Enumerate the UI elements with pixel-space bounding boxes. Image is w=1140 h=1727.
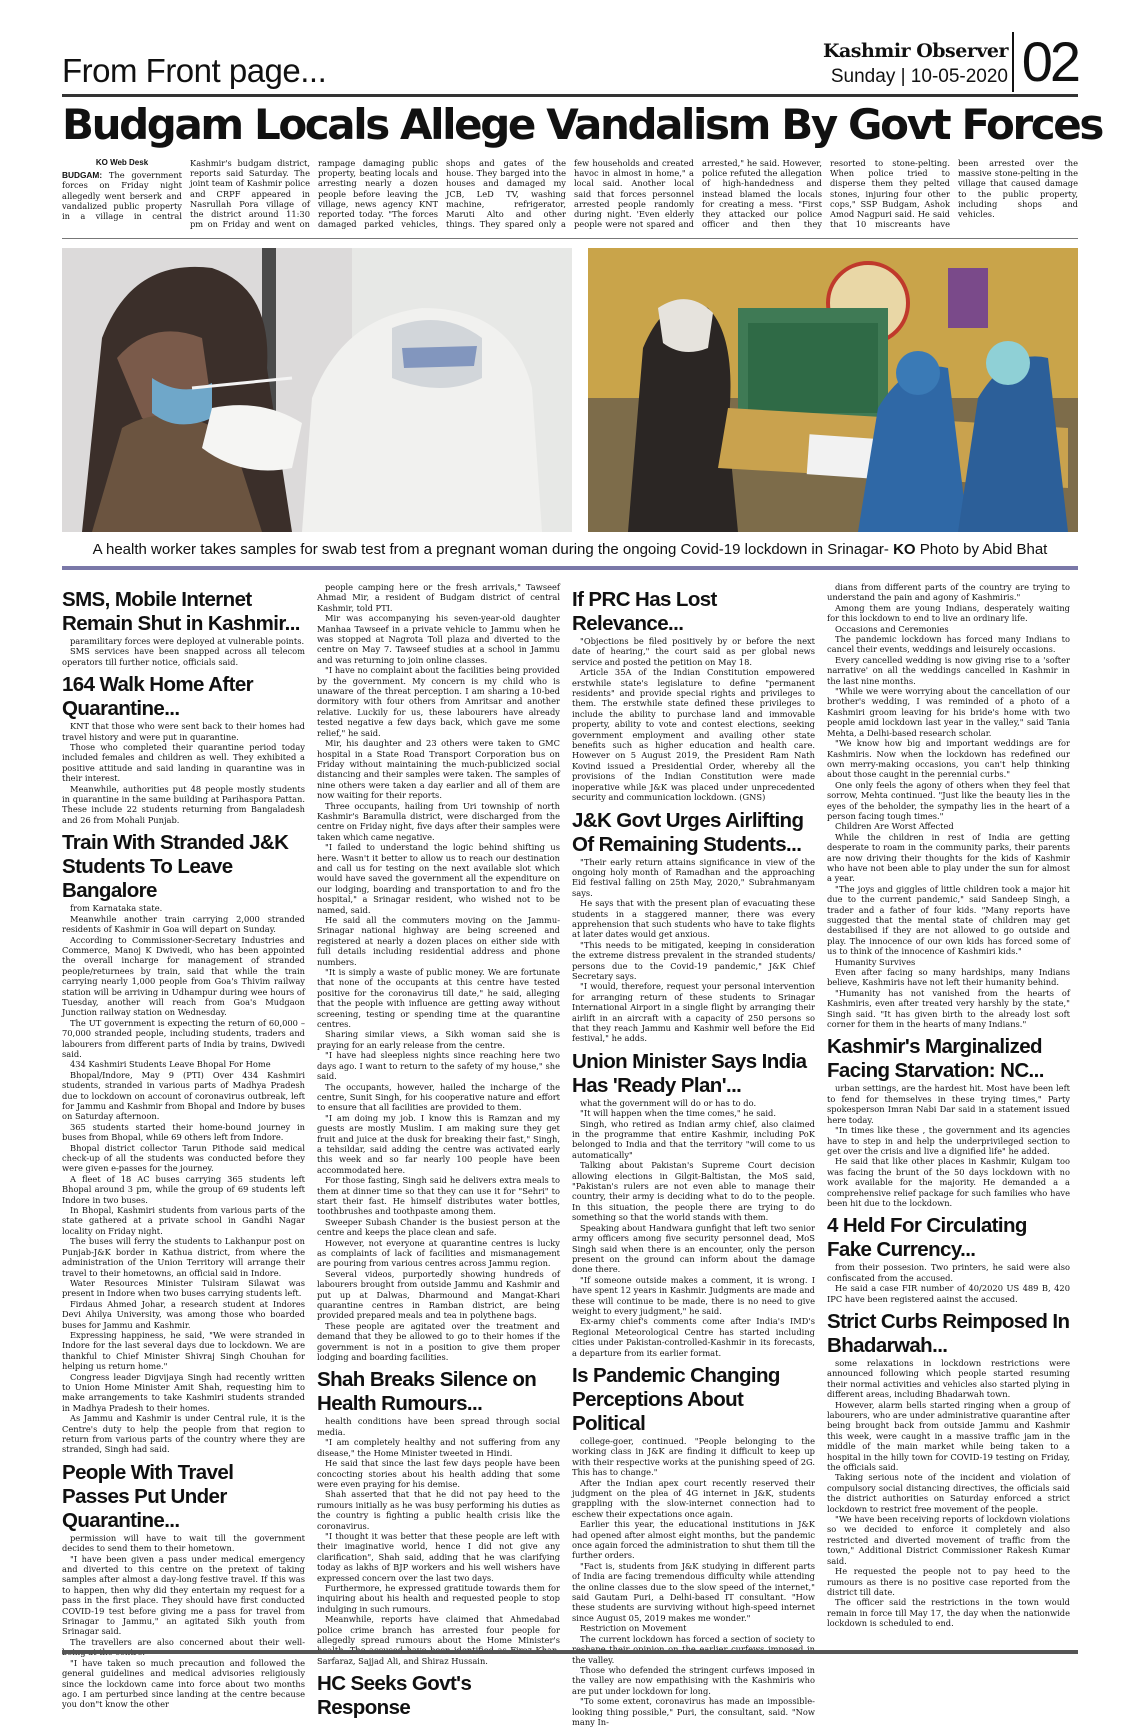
story-paragraph: "I failed to understand the logic behind shifting us here. Wasn't it better to allow us to reach our destination and call us for testing on the next available slot which would have saved the government all the expenditure on our lodging, boarding and transportation to and fro the hospital," a Srinagar resident, who wished not to be named, said.	[317, 842, 560, 915]
story-paragraph: Expressing happiness, he said, "We were stranded in Indore for the last several days due to lockdown. We are thankful to Chief Minister Shivraj Singh Chouhan for helping us return home."	[62, 1329, 305, 1372]
story-paragraph: "I have had sleepless nights since reaching here two days ago. I want to return to the safety of my house," she said.	[317, 1050, 560, 1082]
story-headline: Strict Curbs Reimposed In Bhadarwah...	[827, 1309, 1070, 1357]
byline: KO Web Desk	[95, 158, 149, 167]
story-paragraph: The UT government is expecting the return of 60,000 – 70,000 stranded people, including students, traders and labourers from different parts of India by trains, Dwivedi said.	[62, 1017, 305, 1059]
story-paragraph: However, alarm bells started ringing when a group of labourers, who are under administrative quarantine after being brought back from outside Jammu and Kashmir this week, were caught in a massive traffic jam in the middle of the main market while being taken to a hospital in the hilly town for COVID-19 testing on Friday, the officials said.	[827, 1399, 1070, 1473]
story-paragraph: Water Resources Minister Tulsiram Silawat was present in Indore when two buses carrying students left.	[62, 1277, 305, 1299]
newspaper-name: Kashmir Observer	[822, 40, 1008, 62]
story-paragraph: paramilitary forces were deployed at vulnerable points.	[70, 636, 305, 646]
story-paragraph: health conditions have been spread through social media.	[317, 1416, 560, 1437]
story-paragraph: Talking about Pakistan's Supreme Court decision allowing elections in Gilgit-Baltistan, the MoS said, "Pakistan's rulers are not even able to manage their country, their army is deciding what to do to the people. In this situation, the people there are trying to do something so that the world stands with them.	[572, 1160, 815, 1223]
story-paragraph: He says that with the present plan of evacuating these students in a staggered manner, there was every apprehension that such students who have to take flights at later dates would get anxious.	[572, 898, 815, 940]
story-paragraph: Mir was accompanying his seven-year-old daughter Manhaa Tawseef in a private vehicle to Jammu when he was stopped at Nagrota Toll plaza and diverted to the centre on May 7. Tawseef studies at a school in Jammu and was returning to join online classes.	[317, 613, 560, 665]
story-paragraph: "I am completely healthy and not suffering from any disease," the Home Minister tweeted in Hindi.	[317, 1437, 560, 1458]
column-4	[827, 582, 1070, 1644]
story-paragraph: "In times like these , the government and its agencies have to step in and help the underprivileged section to get over the crisis and live a dignified life" he added.	[827, 1125, 1070, 1156]
story-paragraph: Those who defended the stringent curfews imposed in the valley are now empathising with the Kashmiris who are put under lockdown for long.	[572, 1664, 815, 1696]
story-paragraph: The travellers are also concerned about their well-	[70, 1636, 305, 1647]
story-paragraph: Three occupants, hailing from Uri township of north Kashmir's Baramulla district, were discharged from the centre on Friday night, five days after their samples were taken which came negative.	[317, 800, 560, 842]
story-paragraph: Earlier this year, the educational institutions in J&K had opened after almost eight months, but the pandemic once again forced the administration to shut them till the further orders.	[572, 1519, 815, 1561]
column-2	[317, 582, 560, 1720]
story-paragraph: Congress leader Digvijaya Singh had recently written to Union Home Minister Amit Shah, requesting him to make arrangements to take Kashmiri students stranded in Madhya Pradesh to their homes.	[62, 1371, 305, 1413]
story-paragraph: Among them are young Indians, desperately waiting for this lockdown to end to live an ordinary life.	[827, 602, 1070, 624]
story-paragraph: "Objections be filed positively by or before the next date of hearing," the court said as per global news service and posted the petition on May 18.	[572, 636, 815, 667]
lead-rule	[62, 238, 1078, 239]
story-paragraph: people camping here or the fresh arrivals," Tawseef Ahmad Mir, a resident of Budgam district of central Kashmir, told PTI.	[317, 582, 560, 613]
section-title: From Front page...	[62, 52, 327, 89]
story-paragraph: Speaking about Handwara gunfight that left two senior army officers among five security personnel dead, MoS Singh said when there is an encounter, only the person present on the ground can inform about the damage done there.	[572, 1222, 815, 1275]
header-rule	[62, 94, 1078, 97]
story-paragraph: from their possesion. Two printers, he said were also confiscated from the accused.	[827, 1262, 1070, 1283]
story-paragraph: These people are agitated over the treatment and demand that they be allowed to go to their homes if the government is not in a position to give them proper lodging and boarding facilities.	[317, 1320, 560, 1363]
caption-credit-bold: KO	[893, 541, 916, 558]
story-paragraph: He said that since the last few days people have been concocting stories about his health adding that some were even praying for his demise.	[317, 1458, 560, 1489]
story-paragraph: "It will happen when the time comes," he said.	[580, 1108, 776, 1119]
story-paragraph: Occasions and Ceremonies	[835, 623, 949, 634]
story-paragraph: Restriction on Movement	[580, 1623, 687, 1634]
story-paragraph: Shah asserted that that he did not pay heed to the rumours initially as he was busy performing his duties as the country is fighting a public health crisis like the coronavirus.	[317, 1489, 560, 1531]
lead-story-body	[62, 158, 1078, 232]
story-headline: SMS, Mobile Internet Remain Shut in Kashmir...	[62, 588, 300, 635]
story-headline: Is Pandemic Changing Perceptions About Political	[572, 1363, 780, 1435]
story-paragraph: Every cancelled wedding is now giving rise to a 'softer narrative' on all the weddings cancelled in Kashmir in the last nine months.	[827, 654, 1070, 686]
story-paragraph: Sweeper Subash Chander is the busiest person at the centre and keeps the place clean and safe.	[317, 1216, 560, 1238]
lead-headline: Budgam Locals Allege Vandalism By Govt Forces	[62, 100, 1102, 149]
story-paragraph: "I have taken so much precaution and followed the general guidelines and medical advisories religiously since the lockdown came into force about two months ago. I am perturbed since landing at the centre because you don"t know the other	[62, 1657, 305, 1710]
story-paragraph: SMS services have been snapped across all telecom operators till further notice, officials said.	[62, 646, 305, 667]
story-headline: If PRC Has Lost Relevance...	[572, 588, 717, 635]
story-paragraph: He requested the people not to pay heed to the rumours as there is no positive case reported from the district till date.	[827, 1566, 1070, 1597]
story-paragraph: According to Commissioner-Secretary Industries and Commerce, Manoj K Dwivedi, who has been appointed the overall incharge for management of stranded people/returnees by train, said that while the train carrying nearly 1,000 people from Goa's Thivim railway station will be arriving in Udhampur during wee hours of Tuesday, another will reach from Goa's Mudgaon Junction railway station on Wednesday.	[62, 934, 305, 1018]
story-paragraph: Bhopal district collector Tarun Pithode said medical check-up of all the students was conducted before they were given e-passes for the journey.	[62, 1142, 305, 1174]
story-paragraph: He said that like other places in Kashmir, Kulgam too was facing the brunt of the 50 days lockdown with no work available for the majority. He demanded a a comprehensive relief package for such families who have been hit due to the lockdown.	[827, 1156, 1070, 1208]
story-paragraph: Even after facing so many hardships, many Indians believe, Kashmiris have not left their humanity behind.	[827, 967, 1070, 988]
story-paragraph: For those fasting, Singh said he delivers extra meals to them at dinner time so that they can use it for "Sehri" to start their fast. He himself distributes water bottles, toothbrushes and toothpaste among them.	[317, 1175, 560, 1217]
story-headline: J&K Govt Urges Airlifting Of Remaining Students...	[572, 808, 804, 856]
story-paragraph: He said all the commuters moving on the Jammu-Srinagar national highway are being screened and registered at nearly a dozen places on either side with full details including residential address and phone numbers.	[317, 915, 560, 967]
registration-desk-illustration	[588, 248, 1078, 532]
story-paragraph: Bhopal/Indore, May 9 (PTI) Over 434 Kashmiri students, stranded in various parts of Madhya Pradesh due to lockdown on account of coronavirus outbreak, left for Jammu and Kashmir from Bhopal and Indore by buses on Saturday afternoon.	[62, 1069, 305, 1122]
caption-text: A health worker takes samples for swab test from a pregnant woman during the ongoing Covid-19 lockdown in Srinagar-	[92, 541, 889, 558]
story-paragraph: In Bhopal, Kashmiri students from various parts of the state gathered at a private school in Gandhi Nagar locality on Friday night.	[62, 1205, 305, 1236]
swab-test-photo	[62, 248, 572, 532]
story-paragraph: Ex-army chief's comments come after India's IMD's Regional Meteorological Centre has started including cities under Pakistan-controlled-Kashmir in its forecasts, a departure from its earlier format.	[572, 1316, 815, 1358]
story-paragraph: "I have been given a pass under medical emergency and diverted to this centre on the pretext of taking samples after almost a day-long festive travel. If this was to happen, then why did they entertain my request for a pass in the first place. They should have first conducted COVID-19 test before giving me a pass for travel from Srinagar to Jammu," an agitated Sikh youth from Srinagar said.	[62, 1553, 305, 1637]
story-paragraph: "I have no complaint about the facilities being provided by the government. My concern is my child who is unaware of the threat perception. I am sharing a 10-bed dormitory with four others from Amritsar and another relative. Luckily for us, these labourers have already tested negative a few days back, which gave me some relief," he said.	[317, 665, 560, 738]
story-paragraph: KNT that those who were sent back to their homes had travel history and were put in quarantine.	[62, 721, 305, 742]
column-1	[62, 582, 305, 1710]
story-paragraph: "This needs to be mitigated, keeping in consideration the extreme distress prevalent in the stranded students/ persons due to the Covid-19 pandemic," J&K Chief Secretary says.	[572, 939, 815, 981]
story-paragraph: Several videos, purportedly showing hundreds of labourers brought from outside Jammu and Kashmir and put up at Dalwas, Dharmound and Mangat-Khari quarantine centres in Ramban district, are being provided prepared meals and tea in polythene bags.	[317, 1268, 560, 1321]
story-paragraph: The pandemic lockdown has forced many Indians to cancel their events, weddings and leisurely occasions.	[827, 634, 1070, 655]
caption-credit: Photo by Abid Bhat	[919, 541, 1048, 558]
dateline: BUDGAM:	[62, 170, 103, 181]
story-paragraph: 434 Kashmiri Students Leave Bhopal For Home	[70, 1059, 271, 1070]
story-paragraph: some relaxations in lockdown restrictions were announced following which people started resuming their normal activities and vehicles also started plying in different areas, including Bhadarwah town.	[827, 1357, 1070, 1400]
lead-paragraph	[62, 158, 1078, 229]
story-paragraph: "If someone outside makes a comment, it is wrong. I have spent 12 years in Kashmir. Judgments are made and these will continue to be made, there is no need to give weight to every judgment," he said.	[572, 1274, 815, 1316]
story-paragraph: He said a case FIR number of 40/2020 US 489 B, 420 IPC have been registered aainst the accused.	[827, 1283, 1070, 1304]
story-headline: 164 Walk Home After Quarantine...	[62, 673, 254, 721]
story-paragraph: "To some extent, coronavirus has made an impossible-looking thing possible," Puri, the consultant, said. "Now many In-	[572, 1696, 815, 1727]
story-paragraph: Meanwhile, reports have claimed that Ahmedabad police crime branch has arrested four people for allegedly spread rumours about the Home Minister's Sarfaraz, Sajjad Ali, and Shiraz Hussain.	[317, 1614, 560, 1666]
registration-desk-photo	[588, 248, 1078, 532]
story-paragraph: Furthermore, he expressed gratitude towards them for inquiring about his health and requested people to stop indulging in such rumours.	[317, 1582, 560, 1614]
story-paragraph: Children Are Worst Affected	[835, 821, 954, 832]
story-paragraph: Meanwhile, authorities put 48 people mostly students in quarantine in the same building at Parihaspora Pattan. These include 22 students returning from Bangaladesh and 26 from Mohali Punjab.	[62, 783, 305, 825]
story-paragraph: Article 35A of the Indian Constitution empowered erstwhile state's legislature to define "permanent residents" and provide special rights and privileges to them. The erstwhile state defined these privileges to include the ability to purchase land and immovable property, ability to vote and contest elections, seeking government employment and availing other state benefits such as higher education and health care. However on 5 August 2019, the President Ram Nath Kovind issued a Presidential Order, whereby all the provisions of the Indian Constitution were made inoperative while J&K was placed under unprecedented security and communication lockdown. (GNS)	[572, 667, 815, 803]
story-paragraph: "I thought it was better that these people are left with their imaginative world, hence I did not give any clarification", Shah said, adding that he was clarifying today as lakhs of BJP workers and his well wishers have expressed concern over the last two days.	[317, 1530, 560, 1583]
photo-caption	[62, 541, 1078, 558]
story-headline: HC Seeks Govt's Response	[317, 1672, 472, 1720]
story-paragraph: The buses will ferry the students to Lakhanpur post on Punjab-J&K border in Kathua district, from where the administration of the Union Territory will arrange their travel to their hometowns, an official said in Indore.	[62, 1236, 305, 1278]
story-headline: Shah Breaks Silence on Health Rumours...	[317, 1368, 537, 1416]
issue-date: Sunday | 10-05-2020	[830, 66, 1008, 87]
story-paragraph: Humanity Survives	[835, 956, 916, 967]
story-paragraph: The officer said the restrictions in the town would remain in force till May 17, the day when the nationwide lockdown is scheduled to end.	[827, 1597, 1070, 1629]
footer-rule	[62, 1650, 1078, 1654]
story-paragraph: college-goer, continued. "People belonging to the working class in J&K are finding it difficult to keep up with their respective works at the punishing speed of 2G. This has to change."	[572, 1435, 815, 1478]
story-paragraph: The current lockdown has forced a section of society to the valley.	[572, 1633, 815, 1665]
story-paragraph: dians from different parts of the country are trying to understand the pain and agony of Kashmiris."	[827, 582, 1070, 603]
story-paragraph: Taking serious note of the incident and violation of compulsory social distancing directives, the officials said the district authorities on Saturday enforced a strict lockdown to restrict free movement of the people.	[827, 1472, 1070, 1514]
story-headline: Union Minister Says India Has 'Ready Plan'...	[572, 1049, 807, 1097]
column-3	[572, 582, 815, 1727]
story-paragraph: Singh, who retired as Indian army chief, also claimed in the programme that entire Kashmir, including PoK belonged to India and that the territory "will come to us automatically"	[572, 1118, 815, 1160]
caption-rule	[62, 566, 1078, 570]
story-paragraph: The occupants, however, hailed the incharge of the centre, Sunit Singh, for his cooperative nature and effort to ensure that all facilities are provided to them.	[317, 1081, 560, 1113]
story-paragraph: Meanwhile another train carrying 2,000 stranded residents of Kashmir in Goa will depart on Sunday.	[62, 913, 305, 935]
story-paragraph: permission will have to wait till the government decides to send them to their hometown.	[62, 1532, 305, 1554]
story-paragraph: "It is simply a waste of public money. We are fortunate that none of the occupants at this centre have tested positive for the coronavirus till date," he said, alleging that the people with influence are getting away without screening, testing or spending time at the quarantine centres.	[317, 967, 560, 1030]
story-headline: 4 Held For Circulating Fake Currency...	[827, 1214, 1027, 1262]
story-paragraph: A fleet of 18 AC buses carrying 365 students left Bhopal around 3 pm, while the group of 69 students left Indore in two buses.	[62, 1173, 305, 1205]
masthead	[823, 40, 1008, 88]
story-paragraph: "We know how big and important weddings are for Kashmiris. Now when the lockdown has redefined our own merry-making occasions, you can't help thinking about those caught in the perennial curbs."	[827, 738, 1070, 780]
story-paragraph: what the government will do or has to do.	[580, 1097, 757, 1108]
story-paragraph: Those who completed their quarantine period today included females and children as well. They exhibited a positive attitude and said landing in quarantine was in their interest.	[62, 742, 305, 784]
story-paragraph: Sharing similar views, a Sikh woman said she is praying for an early release from the centre.	[317, 1029, 560, 1050]
story-paragraph: One only feels the agony of others when they feel that sorrow, Mehta continued. "Just like the beauty lies in the eyes of the beholder, the sympathy lies in the heart of a person facing tough times."	[827, 779, 1070, 821]
story-paragraph: 365 students started their home-bound journey in buses from Bhopal, while 69 others left from Indore.	[62, 1121, 305, 1143]
story-paragraph: Firdaus Ahmed Johar, a research student at Indores Devi Ahilya University, was among those who boarded buses for Jammu and Kashmir.	[62, 1298, 305, 1330]
story-paragraph: "Fact is, students from J&K studying in different parts of India are facing tremendous difficulty while attending the online classes due to the slow speed of the internet," said Gautam Puri, a Delhi-based IT consultant. "How these students are surviving without high-speed internet since August 05, 2019 makes me wonder."	[572, 1560, 815, 1623]
story-paragraph: After the Indian apex court recently reserved their judgment on the plea of 4G internet in J&K, students grappling with the slow-internet connection had to eschew their expectations once again.	[572, 1477, 815, 1519]
story-paragraph: As Jammu and Kashmir is under Central rule, it is the Centre's duty to help the people from that region to return from various parts of the country where they are stranded, Singh had said.	[62, 1413, 305, 1455]
story-paragraph: However, not everyone at quarantine centres is lucky as complaints of lack of facilities and mismanagement are pouring from various centres across Jammu region.	[317, 1237, 560, 1269]
story-headline: Train With Stranded J&K Students To Leave Bangalore	[62, 831, 289, 903]
story-paragraph: While the children in rest of India are getting desperate to roam in the community parks, their parents are now driving their thoughts for the kids of Kashmir who have not been able to play under the sun for almost a year.	[827, 831, 1070, 884]
story-paragraph: "Humanity has not vanished from the hearts of Kashmiris, even after treated very harshly by the state," Singh said. "It has given birth to the already lost soft corner for them in the hearts of many Indians."	[827, 987, 1070, 1030]
story-paragraph: "We have been receiving reports of lockdown violations so we decided to enforce it completely and also restricted and diverted movement of traffic from the town," Additional District Commissioner Rakesh Kumar said.	[827, 1514, 1070, 1566]
story-headline: People With Travel Passes Put Under Quarantine...	[62, 1460, 234, 1532]
story-paragraph: "I am doing my job. I know this is Ramzan and my guests are mostly Muslim. I am making sure they get fruit and juice at the dusk for breaking their fast," Singh, a tehsildar, said adding the centre was activated early this week and so far nearly 100 people have been accommodated here.	[317, 1112, 560, 1175]
story-paragraph: "Their early return attains significance in view of the ongoing holy month of Ramadhan and the approaching Eid festival falling on 25th May, 2020," Subrahmanyam says.	[572, 856, 815, 898]
page-number: 02	[1012, 32, 1078, 92]
story-paragraph: urban settings, are the hardest hit. Most have been left to fend for themselves in these trying times," Party spokesperson Imran Nabi Dar said in a statement issued here today.	[827, 1083, 1070, 1125]
story-paragraph: from Karnataka state.	[70, 903, 163, 914]
story-headline: Kashmir's Marginalized Facing Starvation: NC...	[827, 1035, 1044, 1083]
swab-test-illustration	[62, 248, 572, 532]
story-paragraph: Mir, his daughter and 23 others were taken to GMC hospital in a State Road Transport Corporation bus on Friday without maintaining the much-publicized social distancing and their samples were taken. The samples of nine others were taken a day earlier and all of them are now waiting for their reports.	[317, 738, 560, 801]
story-paragraph: "The joys and giggles of little children took a major hit due to the current pandemic," said Sandeep Singh, a trader and a father of four kids. "Many reports have suggested that the mental state of children may get destabilised if they are not allowed to go outside and play. The innocence of our own kids has forced some of us to think of the innocence of Kashmiri kids."	[827, 883, 1070, 957]
lead-text: The government forces on Friday night allegedly went berserk and vandalized public property in a village in central Kashmir's budgam district, reports said Saturday. The joint team of Kashmir police and CRPF appeared in Nasrullah Pora village of the district around 11:30 pm on Friday and went on rampage damaging public property, beating locals and arresting nearly a dozen people before leaving the village, news agency KNT reported today. "The forces damaged parked vehicles, shops and gates of the house. They barged into the houses and damaged my JCB, LeD TV, washing machine, refrigerator, Maruti Alto and other things. They spared only a few households and created havoc in almost in home," a local said. Another local said that forces personnel arrested people randomly during night. 'Even elderly people were not spared and arrested," he said. However, police refuted the allegation of high-handedness and instead blamed the locals for creating a mess. "First they attacked our police officer and then they resorted to stone-pelting. When police tried to disperse them they pelted stones, injuring four other cops," SSP Budgam, Ashok Amod Nagpuri said. He said that 10 miscreants have been arrested over the massive stone-pelting in the village that caused damage to the public property, including shops and vehicles.	[62, 158, 1078, 230]
story-paragraph: "While we were worrying about the cancellation of our brother's wedding, I was reminded of a photo of a Kashmiri groom leaving for his bride's home with two people amid lockdown last year in the valley," said Tania Mehta, a Delhi-based research scholar.	[827, 686, 1070, 738]
story-paragraph: "I would, therefore, request your personal intervention for arranging return of these students to Srinagar International Airport in a single flight by arranging their airlift in an aircraft with a capacity of 250 persons so that they reach Jammu and Kashmir well before the Eid festival," he adds.	[572, 981, 815, 1044]
